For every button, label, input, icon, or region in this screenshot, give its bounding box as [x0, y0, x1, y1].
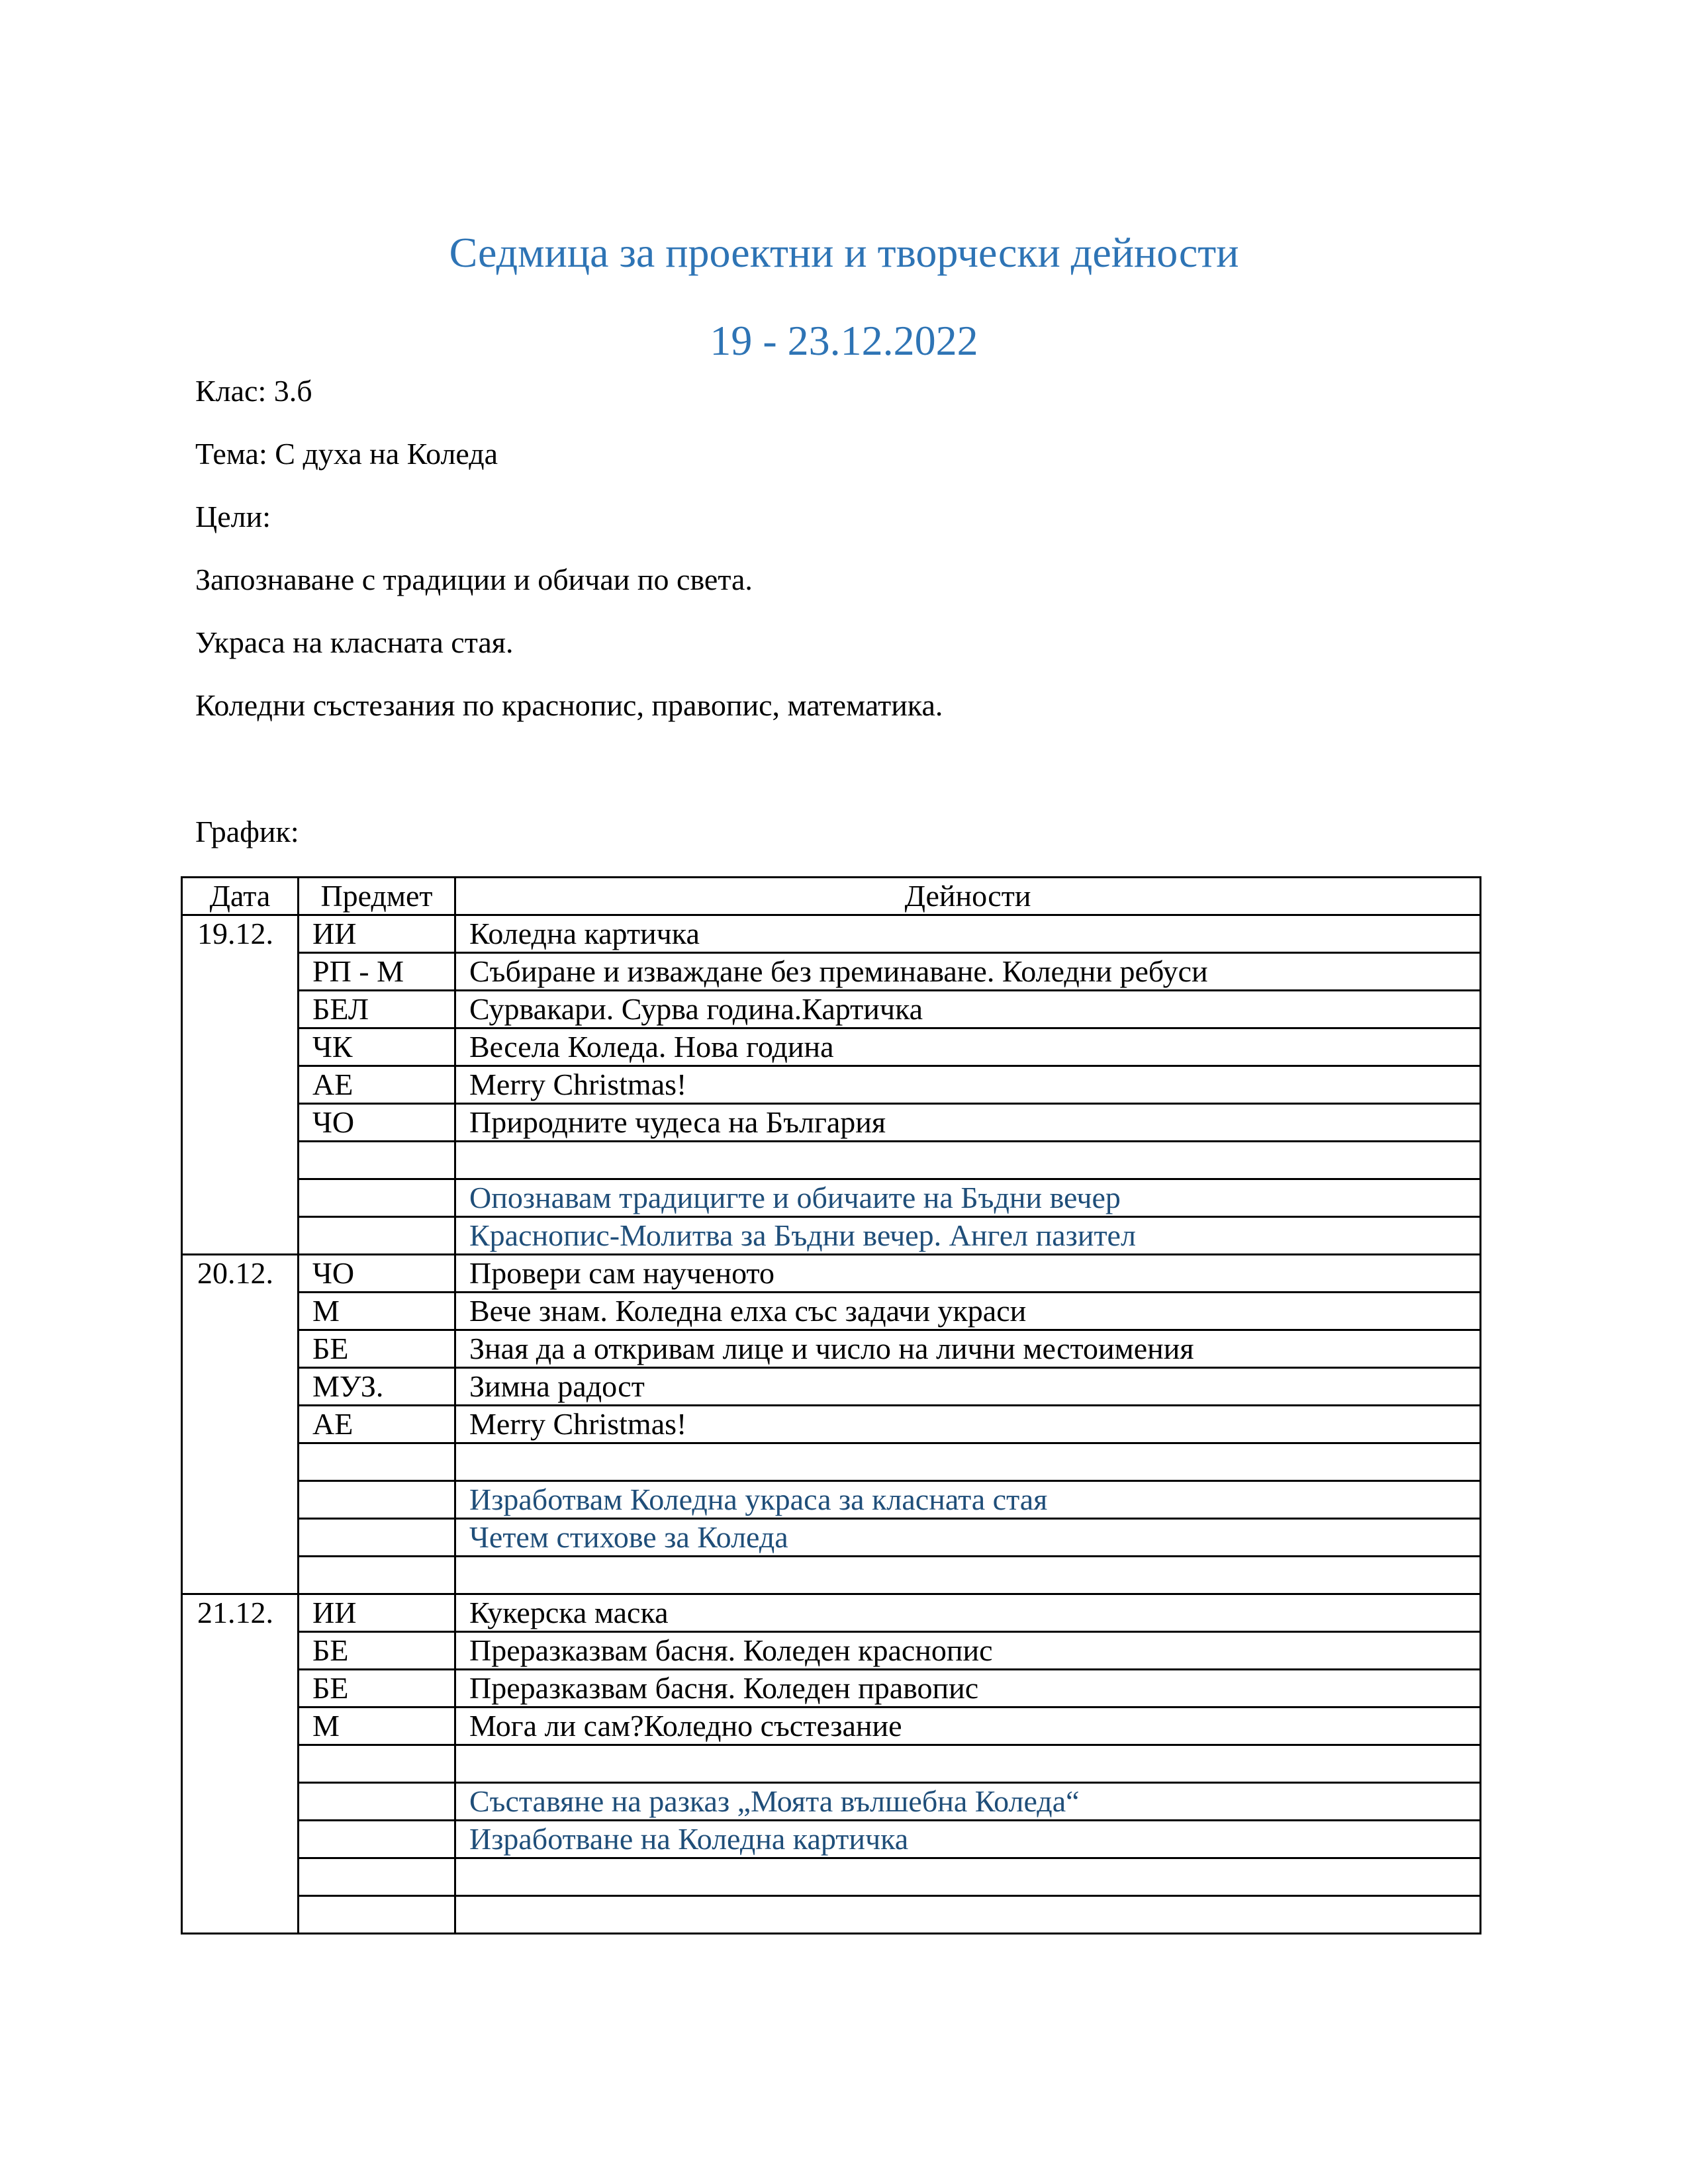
project-activity-cell: Четем стихове за Коледа	[455, 1519, 1481, 1557]
activity-cell: Зная да а откривам лице и число на лични местоимения	[455, 1330, 1481, 1368]
activity-cell: Събиране и изваждане без преминаване. Коледни ребуси	[455, 953, 1481, 991]
date-cell: 20.12.	[182, 1255, 299, 1594]
activity-cell: Природните чудеса на България	[455, 1104, 1481, 1142]
subject-cell	[299, 1745, 455, 1783]
table-header-row	[182, 878, 1481, 915]
subject-cell: М	[299, 1293, 455, 1330]
activity-cell: Преразказвам басня. Коледен краснопис	[455, 1632, 1481, 1670]
project-activity-cell: Изработвам Коледна украса за класната стая	[455, 1481, 1481, 1519]
project-activity-cell: Съставяне на разказ „Моята вълшебна Коледа“	[455, 1783, 1481, 1821]
class-line: Клас: 3.б	[195, 374, 312, 408]
subject-cell: ИИ	[299, 915, 455, 953]
activity-cell: Зимна радост	[455, 1368, 1481, 1406]
subject-cell	[299, 1142, 455, 1179]
subject-cell: АЕ	[299, 1406, 455, 1443]
goals-label: Цели:	[195, 500, 271, 533]
activity-cell	[455, 1745, 1481, 1783]
table-row	[182, 1406, 1481, 1443]
schedule-table	[181, 876, 1481, 1934]
table-row	[182, 953, 1481, 991]
activity-cell: Кукерска маска	[455, 1594, 1481, 1632]
theme-line: Тема: С духа на Коледа	[195, 437, 498, 471]
table-row	[182, 1896, 1481, 1934]
subject-cell: БЕ	[299, 1670, 455, 1707]
subject-cell	[299, 1896, 455, 1934]
table-row	[182, 1858, 1481, 1896]
subject-cell: ЧО	[299, 1104, 455, 1142]
subject-cell	[299, 1481, 455, 1519]
date-cell: 21.12.	[182, 1594, 299, 1934]
project-activity-cell: Краснопис-Молитва за Бъдни вечер. Ангел пазител	[455, 1217, 1481, 1255]
activity-cell: Мога ли сам?Коледно състезание	[455, 1707, 1481, 1745]
activity-cell: Вече знам. Коледна елха със задачи украси	[455, 1293, 1481, 1330]
subject-cell: БЕ	[299, 1632, 455, 1670]
table-row	[182, 1255, 1481, 1293]
goal-item: Запознаване с традиции и обичаи по света.	[195, 563, 753, 596]
activity-cell	[455, 1896, 1481, 1934]
schedule-table-body	[182, 915, 1481, 1934]
schedule-table-header	[182, 878, 1481, 915]
activity-cell	[455, 1443, 1481, 1481]
table-row	[182, 1783, 1481, 1821]
table-row	[182, 1707, 1481, 1745]
subject-cell: МУЗ.	[299, 1368, 455, 1406]
table-row	[182, 1104, 1481, 1142]
column-header-activities: Дейности	[455, 878, 1481, 915]
column-header-subject: Предмет	[299, 878, 455, 915]
table-row	[182, 991, 1481, 1028]
schedule-label: График:	[195, 815, 299, 848]
table-row	[182, 1179, 1481, 1217]
date-cell: 19.12.	[182, 915, 299, 1255]
table-row	[182, 1594, 1481, 1632]
activity-cell: Merry Christmas!	[455, 1406, 1481, 1443]
page-subtitle-dates: 19 - 23.12.2022	[710, 317, 978, 364]
activity-cell: Сурвакари. Сурва година.Картичка	[455, 991, 1481, 1028]
table-row	[182, 1066, 1481, 1104]
page-title: Седмица за проектни и творчески дейности	[449, 229, 1239, 276]
activity-cell: Преразказвам басня. Коледен правопис	[455, 1670, 1481, 1707]
subject-cell	[299, 1179, 455, 1217]
subject-cell: ЧО	[299, 1255, 455, 1293]
subject-cell	[299, 1443, 455, 1481]
subject-cell: АЕ	[299, 1066, 455, 1104]
subject-cell: БЕ	[299, 1330, 455, 1368]
table-row	[182, 1293, 1481, 1330]
column-header-date: Дата	[182, 878, 299, 915]
table-row	[182, 1481, 1481, 1519]
table-row	[182, 1632, 1481, 1670]
table-row	[182, 1670, 1481, 1707]
subject-cell	[299, 1783, 455, 1821]
activity-cell: Merry Christmas!	[455, 1066, 1481, 1104]
table-row	[182, 1330, 1481, 1368]
table-row	[182, 915, 1481, 953]
subject-cell: ИИ	[299, 1594, 455, 1632]
table-row	[182, 1745, 1481, 1783]
table-row	[182, 1443, 1481, 1481]
subject-cell	[299, 1858, 455, 1896]
table-row	[182, 1217, 1481, 1255]
project-activity-cell: Опознавам традицигте и обичаите на Бъдни вечер	[455, 1179, 1481, 1217]
table-row	[182, 1368, 1481, 1406]
activity-cell: Коледна картичка	[455, 915, 1481, 953]
subject-cell	[299, 1217, 455, 1255]
table-row	[182, 1557, 1481, 1594]
activity-cell: Провери сам наученото	[455, 1255, 1481, 1293]
table-row	[182, 1519, 1481, 1557]
table-row	[182, 1142, 1481, 1179]
subject-cell: М	[299, 1707, 455, 1745]
subject-cell: ЧК	[299, 1028, 455, 1066]
goal-item: Коледни състезания по краснопис, правопис, математика.	[195, 688, 943, 722]
subject-cell: РП - М	[299, 953, 455, 991]
subject-cell	[299, 1519, 455, 1557]
goal-item: Украса на класната стая.	[195, 625, 514, 659]
activity-cell: Весела Коледа. Нова година	[455, 1028, 1481, 1066]
subject-cell	[299, 1821, 455, 1858]
table-row	[182, 1821, 1481, 1858]
activity-cell	[455, 1557, 1481, 1594]
subject-cell: БЕЛ	[299, 991, 455, 1028]
activity-cell	[455, 1858, 1481, 1896]
project-activity-cell: Изработване на Коледна картичка	[455, 1821, 1481, 1858]
activity-cell	[455, 1142, 1481, 1179]
table-row	[182, 1028, 1481, 1066]
subject-cell	[299, 1557, 455, 1594]
